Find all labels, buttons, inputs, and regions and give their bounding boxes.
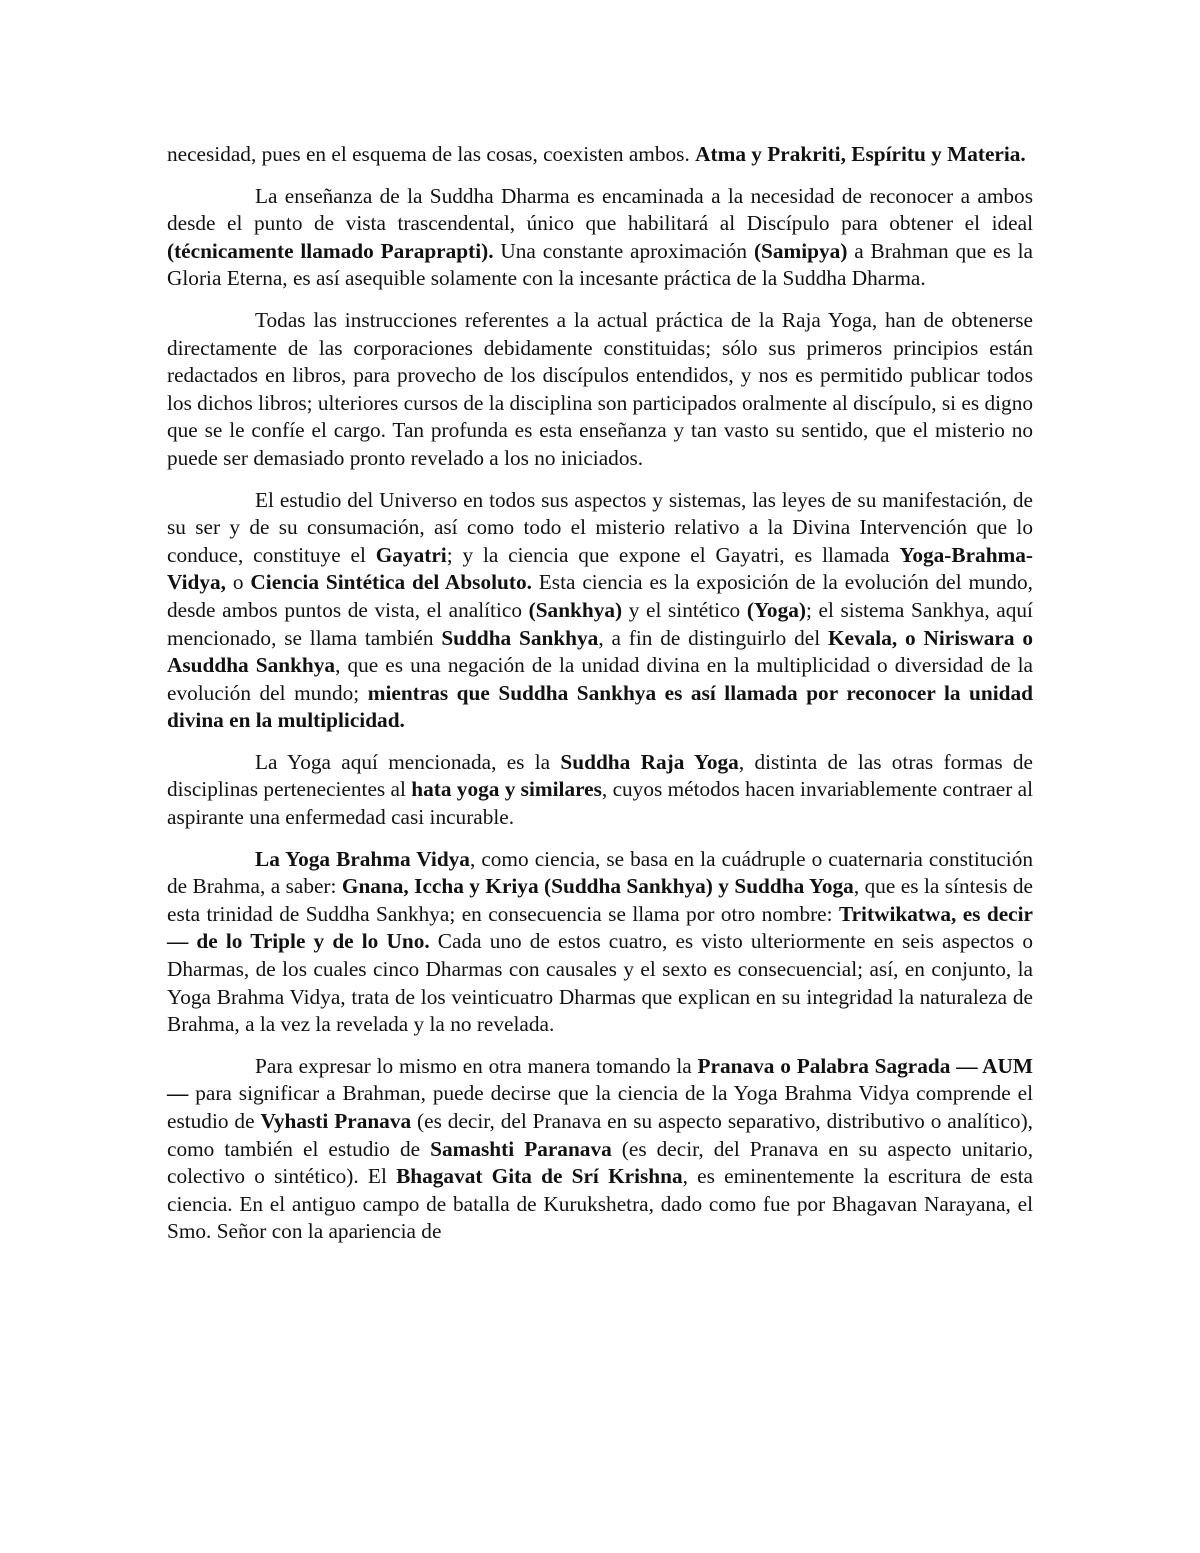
text-run: La enseñanza de la Suddha Dharma es encaminada a la necesidad de reconocer a ambos desde el punto de vista trascendental, único que habilitará al Discípulo para obtener el ideal (167, 183, 1033, 236)
bold-run: Gayatri (375, 542, 447, 567)
bold-run: Kevala, o Niriswara o Asuddha Sankhya (167, 625, 1033, 678)
bold-run: Yoga-Brahma-Vidya, (167, 542, 1034, 595)
text-run: para significar a Brahman, puede decirse que la ciencia de la Yoga Brahma Vidya comprende el estudio de (167, 1081, 1033, 1133)
paragraph-4 (167, 487, 1033, 735)
text-run: , distinta de las otras formas de disciplinas pertenecientes al (167, 749, 1034, 802)
text-run: , que es una negación de la unidad divina en la multiplicidad o diversidad de la evolución del mundo; (167, 653, 1033, 705)
text-run: y el sintético (622, 597, 747, 622)
bold-run: Pranava o Palabra Sagrada — AUM — (167, 1053, 1033, 1106)
text-run: Para expresar lo mismo en otra manera tomando la (255, 1053, 698, 1078)
paragraph-5 (167, 749, 1033, 832)
text-run: , como ciencia, se basa en la cuádruple o cuaternaria constitución de Brahma, a saber: (167, 846, 1033, 899)
text-run: Una constante aproximación (493, 238, 754, 263)
bold-run: Suddha Sankhya (441, 625, 599, 650)
bold-run: (Samipya) (753, 238, 848, 263)
text-run: , que es la síntesis de esta trinidad de Suddha Sankhya; en consecuencia se llama por otro nombre: (167, 874, 1033, 926)
text-run: Cada uno de estos cuatro, es visto ulteriormente en seis aspectos o Dharmas, de los cuales cinco Dharmas con causales y el sexto es consecuencial; así, en conjunto, la Yoga Brahma Vidya, trata de los veinticuatro Dharmas que explican en su integridad la naturaleza de Brahma, a la vez la revelada y la no revelada. (167, 929, 1033, 1037)
bold-run: Ciencia Sintética del Absoluto. (250, 570, 532, 595)
text-run: o (225, 570, 251, 595)
bold-run: (Sankhya) (528, 597, 623, 622)
bold-run: La Yoga Brahma Vidya (255, 846, 470, 871)
bold-run: Samashti Paranava (430, 1136, 612, 1161)
text-run: Esta ciencia es la exposición de la evolución del mundo, desde ambos puntos de vista, el analítico (167, 570, 1033, 622)
bold-run: (Yoga) (746, 597, 806, 622)
text-run: necesidad, pues en el esquema de las cosas, coexisten ambos. (167, 142, 696, 166)
text-run: ; el sistema Sankhya, aquí mencionado, se llama también (167, 597, 1033, 650)
paragraph-3 (167, 307, 1033, 473)
document-page (167, 141, 1033, 1260)
text-run: (es decir, del Pranava en su aspecto unitario, colectivo o sintético). El (167, 1136, 1034, 1189)
text-run: , es eminentemente la escritura de esta ciencia. En el antiguo campo de batalla de Kurukshetra, dado como fue por Bhagavan Narayana, el Smo. Señor con la apariencia de (167, 1164, 1033, 1244)
paragraph-6 (167, 846, 1033, 1039)
text-run: Todas las instrucciones referentes a la actual práctica de la Raja Yoga, han de obtenerse directamente de las corporaciones debidamente constituidas; sólo sus primeros principios están redactados en libros, para provecho de los discípulos entendidos, y nos es permitido publicar todos los dichos libros; ulteriores cursos de la disciplina son participados oralmente al discípulo, si es digno que se le confíe el cargo. Tan profunda es esta enseñanza y tan vasto su sentido, que el misterio no puede ser demasiado pronto revelado a los no iniciados. (167, 307, 1033, 470)
text-run: a Brahman que es la Gloria Eterna, es así asequible solamente con la incesante práctica de la Suddha Dharma. (167, 238, 1034, 291)
bold-run: mientras que Suddha Sankhya es así llamada por reconocer la unidad divina en la multiplicidad. (167, 680, 1033, 733)
text-run: ; y la ciencia que expone el Gayatri, es llamada (446, 542, 900, 567)
text-run: El estudio del Universo en todos sus aspectos y sistemas, las leyes de su manifestación, de su ser y de su consumación, así como todo el misterio relativo a la Divina Intervención que lo conduce, constituye el (167, 487, 1033, 567)
bold-run: Bhagavat Gita de Srí Krishna (396, 1164, 683, 1189)
bold-run: Vyhasti Pranava (260, 1109, 412, 1133)
bold-run: (técnicamente llamado Paraprapti). (167, 238, 494, 263)
bold-run: hata yoga y similares (411, 777, 602, 802)
bold-run: Gnana, Iccha y Kriya (Suddha Sankhya) y Suddha Yoga (341, 874, 854, 899)
bold-run: Suddha Raja Yoga (560, 749, 739, 774)
text-run: , cuyos métodos hacen invariablemente contraer al aspirante una enfermedad casi incurable. (167, 777, 1034, 830)
paragraph-7 (167, 1053, 1033, 1246)
bold-run: Atma y Prakriti, Espíritu y Materia. (695, 142, 1026, 166)
bold-run: Tritwikatwa, es decir — de lo Triple y de lo Uno. (167, 901, 1034, 954)
text-run: La Yoga aquí mencionada, es la (255, 749, 561, 774)
paragraph-1 (167, 141, 1033, 169)
paragraph-2 (167, 183, 1033, 293)
text-run: (es decir, del Pranava en su aspecto separativo, distributivo o analítico), como también el estudio de (167, 1109, 1033, 1161)
text-run: , a fin de distinguirlo del (598, 625, 828, 650)
